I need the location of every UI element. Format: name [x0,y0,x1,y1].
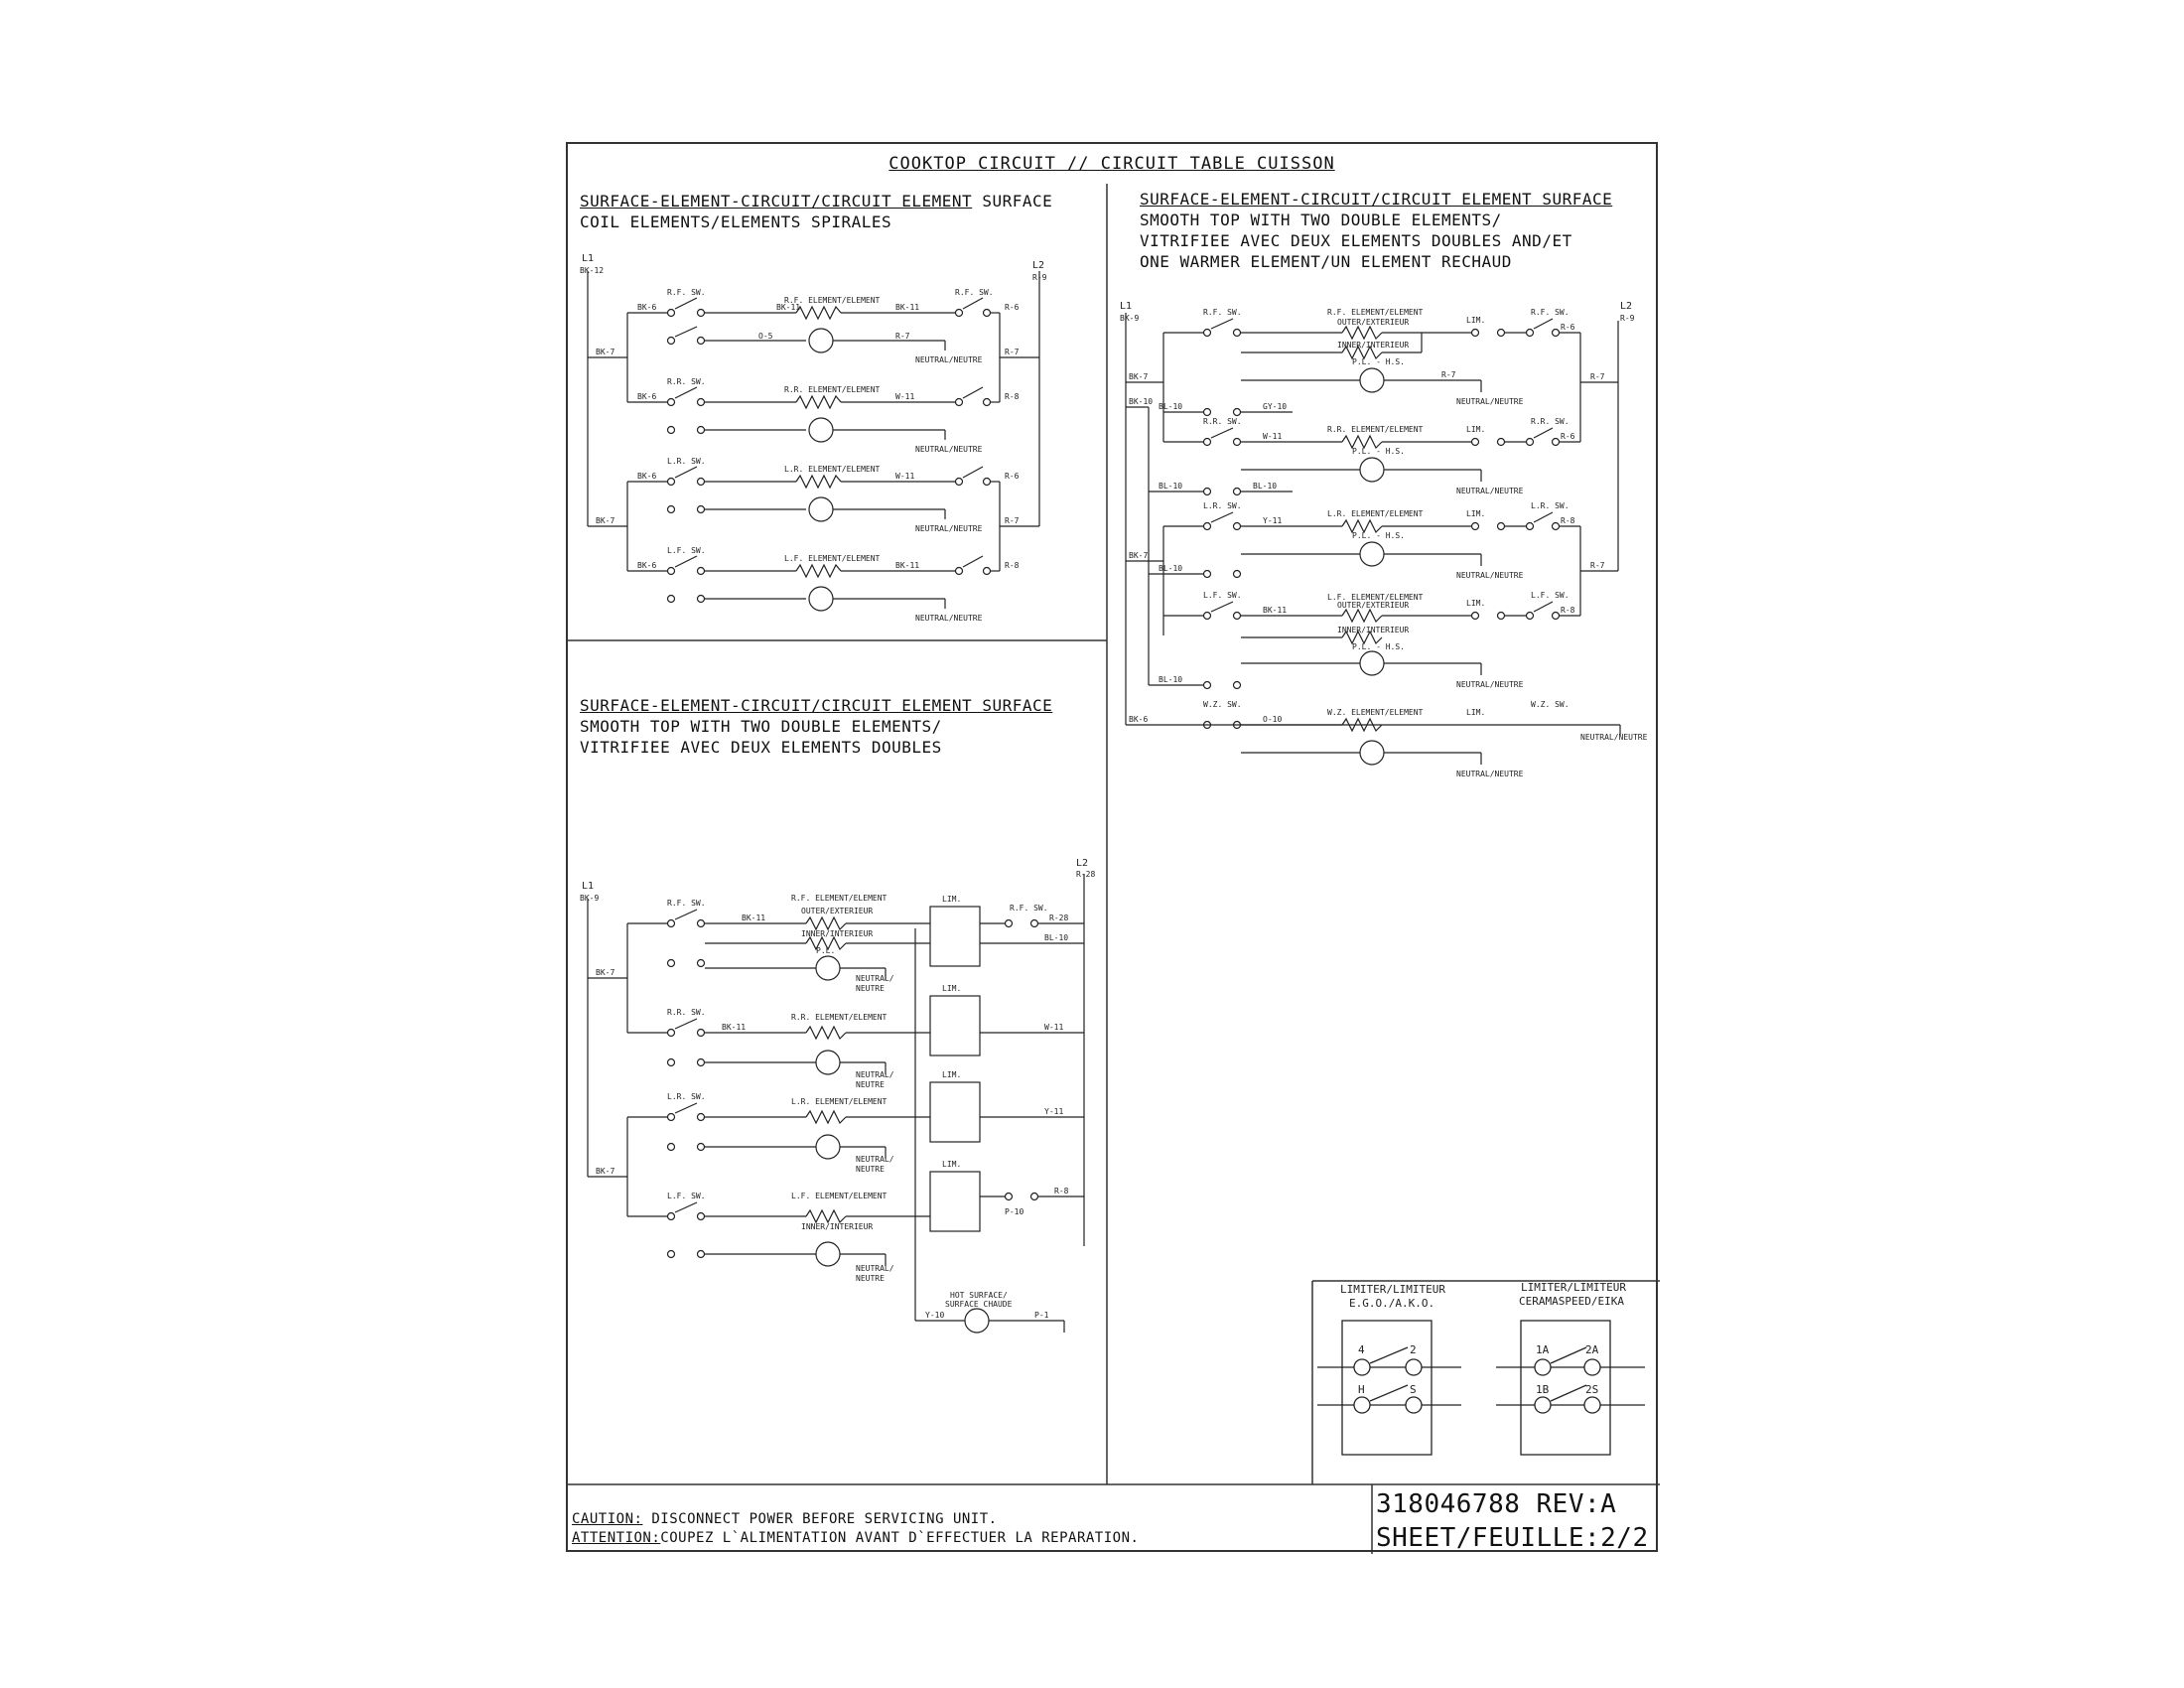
double-y10-label: Y-10 [925,1311,945,1320]
double-lf-sw-label: L.F. SW. [667,1192,706,1200]
warmer-neutral-label-4: NEUTRAL/NEUTRE [1456,680,1524,689]
coil-neutral-label-4: NEUTRAL/NEUTRE [915,614,983,623]
double-w11-label: W-11 [1044,1023,1064,1032]
warmer-lr-sw-label-2: L.R. SW. [1531,501,1570,510]
attention-text: COUPEZ L`ALIMENTATION AVANT D`EFFECTUER LA REPARATION. [660,1530,1140,1546]
double-rr-element-label: R.R. ELEMENT/ELEMENT [791,1013,887,1022]
coil-heading-line2: COIL ELEMENTS/ELEMENTS SPIRALES [580,212,892,231]
double-y11-label: Y-11 [1044,1107,1064,1116]
warmer-rf-sw-label: R.F. SW. [1203,308,1242,317]
double-pl-label-1: P.L. [816,946,836,955]
warmer-r7-label-1: R-7 [1590,372,1605,381]
warmer-wz-sw-label: W.Z. SW. [1203,700,1242,709]
warmer-rr-element-label: R.R. ELEMENT/ELEMENT [1327,425,1424,434]
coil-rr-element-label: R.R. ELEMENT/ELEMENT [784,385,881,394]
warmer-wz-sw-label-2: W.Z. SW. [1531,700,1570,709]
double-rf-sw-label-2: R.F. SW. [1010,904,1048,913]
coil-row-3 [627,467,1000,521]
warmer-neutral-label-2: NEUTRAL/NEUTRE [1456,487,1524,495]
coil-bk11-label-3: BK-11 [895,561,920,570]
double-rf-element-label: R.F. ELEMENT/ELEMENT [791,894,887,903]
warmer-plhs-label-4: P.L. - H.S. [1352,642,1405,651]
warmer-rf-element-label: R.F. ELEMENT/ELEMENT [1327,308,1424,317]
limiter-ego-detail [1317,1321,1461,1455]
ego-terminal-h: H [1358,1383,1365,1396]
caution-text: DISCONNECT POWER BEFORE SERVICING UNIT. [642,1511,998,1527]
warmer-gy10-label: GY-10 [1263,402,1288,411]
warmer-outer-label-1: OUTER/EXTERIEUR [1337,318,1410,327]
warmer-heading-line1: SURFACE-ELEMENT-CIRCUIT/CIRCUIT ELEMENT SURFACE [1140,190,1613,209]
ceramaspeed-terminal-1a: 1A [1536,1343,1550,1356]
double-bk7-label-1: BK-7 [596,968,615,977]
coil-bk7-label-2: BK-7 [596,516,615,525]
coil-r5-label-1: R-7 [895,332,910,341]
double-inner-label-2: INNER/INTERIEUR [801,1222,874,1231]
double-bk11-label-2: BK-11 [722,1023,747,1032]
coil-r6-label-1: R-6 [1005,303,1020,312]
warmer-neutral-label-6: NEUTRAL/NEUTRE [1456,770,1524,778]
double-heading-line2: SMOOTH TOP WITH TWO DOUBLE ELEMENTS/ [580,717,942,736]
document-number: 318046788 REV:A [1376,1489,1617,1519]
warmer-bl10-label-3: BL-10 [1253,482,1278,491]
double-lim-label-2: LIM. [942,984,962,993]
warmer-heading-line2: SMOOTH TOP WITH TWO DOUBLE ELEMENTS/ [1140,211,1502,229]
warmer-rr-sw-label: R.R. SW. [1203,417,1242,426]
warmer-lr-element-label: L.R. ELEMENT/ELEMENT [1327,509,1424,518]
ego-terminal-2: 2 [1410,1343,1417,1356]
double-outer-label-1: OUTER/EXTERIEUR [801,907,874,915]
coil-neutral-label-1: NEUTRAL/NEUTRE [915,355,983,364]
warmer-o10-label: O-10 [1263,715,1283,724]
double-l1-label: L1 [582,881,595,892]
warmer-bk10-label: BK-10 [1129,397,1154,406]
caution-label: CAUTION: [572,1511,643,1527]
coil-rr-sw-label: R.R. SW. [667,377,706,386]
double-bl10-label: BL-10 [1044,933,1069,942]
ceramaspeed-title-2: CERAMASPEED/EIKA [1519,1295,1624,1308]
coil-rf-sw-label: R.F. SW. [667,288,706,297]
warmer-wz-element-label: W.Z. ELEMENT/ELEMENT [1327,708,1424,717]
double-r28-label: R-28 [1076,870,1096,879]
coil-bk12-label: BK-12 [580,266,605,275]
warmer-bk7-label-1: BK-7 [1129,372,1149,381]
warmer-heading-line3: VITRIFIEE AVEC DEUX ELEMENTS DOUBLES AND/ET [1140,231,1572,250]
double-bk7-label-2: BK-7 [596,1167,615,1176]
warmer-r6-label-2: R-6 [1561,432,1575,441]
hot-surface-label-2: SURFACE CHAUDE [945,1300,1013,1309]
warmer-rr-sw-label-2: R.R. SW. [1531,417,1570,426]
coil-r8-label-1: R-8 [1005,392,1020,401]
double-lr-sw-label: L.R. SW. [667,1092,706,1101]
warmer-lim-label-5: LIM. [1466,708,1486,717]
warmer-r7-label-2: R-7 [1590,561,1605,570]
double-r8-label: R-8 [1054,1187,1069,1196]
ego-title-1: LIMITER/LIMITEUR [1340,1283,1445,1296]
double-neutral-label-3a: NEUTRAL/ [856,1155,894,1164]
warmer-bk7-label-2: BK-7 [1129,551,1149,560]
double-neutral-label-4a: NEUTRAL/ [856,1264,894,1273]
coil-r9-label: R-9 [1032,273,1047,282]
warmer-r6-label-1: R-6 [1561,323,1575,332]
page-title: COOKTOP CIRCUIT // CIRCUIT TABLE CUISSON [888,154,1335,174]
double-neutral-label-1a: NEUTRAL/ [856,974,894,983]
coil-row-1 [627,298,1000,352]
warmer-bl10-label-1: BL-10 [1159,402,1183,411]
ceramaspeed-terminal-1b: 1B [1536,1383,1550,1396]
warmer-l1-label: L1 [1120,301,1133,312]
coil-row-2 [627,387,1000,442]
double-neutral-label-1b: NEUTRE [856,984,885,993]
warmer-plhs-label-3: P.L. - H.S. [1352,531,1405,540]
coil-r7-label-2: R-7 [1005,516,1020,525]
coil-heading-line1-tail: SURFACE [972,192,1053,211]
warmer-lim-label-4: LIM. [1466,599,1486,608]
coil-lr-sw-label: L.R. SW. [667,457,706,466]
warmer-heading-line4: ONE WARMER ELEMENT/UN ELEMENT RECHAUD [1140,252,1512,271]
limiter-ceramaspeed-detail [1496,1321,1645,1455]
double-neutral-label-3b: NEUTRE [856,1165,885,1174]
warmer-bk9-label: BK-9 [1120,314,1140,323]
warmer-l2-label: L2 [1620,301,1633,312]
coil-l1-label: L1 [582,253,595,264]
warmer-bl10-label-4: BL-10 [1159,564,1183,573]
ego-terminal-4: 4 [1358,1343,1365,1356]
warmer-r8-label-1: R-8 [1561,516,1575,525]
warmer-lf-sw-label: L.F. SW. [1203,591,1242,600]
coil-rf-sw-label-2: R.F. SW. [955,288,994,297]
double-r28-label-2: R-28 [1049,914,1069,922]
coil-heading-line1: SURFACE-ELEMENT-CIRCUIT/CIRCUIT ELEMENT [580,192,973,211]
ceramaspeed-terminal-2a: 2A [1585,1343,1599,1356]
double-lim-label-4: LIM. [942,1160,962,1169]
double-lf-element-label: L.F. ELEMENT/ELEMENT [791,1192,887,1200]
double-bk11-label-1: BK-11 [742,914,766,922]
warmer-labels [1120,301,1648,778]
double-rr-sw-label: R.R. SW. [667,1008,706,1017]
coil-neutral-label-2: NEUTRAL/NEUTRE [915,445,983,454]
coil-bk6-label-4: BK-6 [637,561,657,570]
double-p10-label: P-10 [1005,1207,1024,1216]
attention-label: ATTENTION: [572,1530,661,1546]
double-bk9-label: BK-9 [580,894,600,903]
warmer-plhs-label-1: P.L. - H.S. [1352,357,1405,366]
warmer-neutral-label-3: NEUTRAL/NEUTRE [1456,571,1524,580]
coil-lf-sw-label: L.F. SW. [667,546,706,555]
warmer-circuit [1126,313,1620,735]
warmer-neutral-label-1: NEUTRAL/NEUTRE [1456,397,1524,406]
ceramaspeed-terminal-2s: 2S [1585,1383,1599,1396]
warmer-bk11-label: BK-11 [1263,606,1288,615]
warmer-bk6-label: BK-6 [1129,715,1149,724]
warmer-rf-sw-label-2: R.F. SW. [1531,308,1570,317]
coil-r6-label-2: R-6 [1005,472,1020,481]
warmer-lim-label-3: LIM. [1466,509,1486,518]
warmer-bl10-label-2: BL-10 [1159,482,1183,491]
warmer-plhs-label-2: P.L. - H.S. [1352,447,1405,456]
double-neutral-label-2a: NEUTRAL/ [856,1070,894,1079]
sheet-number: SHEET/FEUILLE:2/2 [1376,1523,1649,1553]
warmer-inner-label-1: INNER/INTERIEUR [1337,341,1410,350]
coil-row-4 [627,556,1000,611]
coil-bk6-label-3: BK-6 [637,472,657,481]
warmer-w11-label-1: W-11 [1263,432,1283,441]
warmer-outer-label-2: OUTER/EXTERIEUR [1337,601,1410,610]
coil-neutral-label-3: NEUTRAL/NEUTRE [915,524,983,533]
warmer-y11-label: Y-11 [1263,516,1283,525]
warmer-bl10-label-5: BL-10 [1159,675,1183,684]
coil-w11-label-1: W-11 [895,392,915,401]
warmer-lim-label-2: LIM. [1466,425,1486,434]
double-rf-sw-label: R.F. SW. [667,899,706,908]
warmer-lr-sw-label: L.R. SW. [1203,501,1242,510]
warmer-rows [1149,319,1580,765]
coil-o5-label-1: O-5 [758,332,773,341]
warmer-r8-label-2: R-8 [1561,606,1575,615]
double-heading-line3: VITRIFIEE AVEC DEUX ELEMENTS DOUBLES [580,738,942,757]
double-heading-line1: SURFACE-ELEMENT-CIRCUIT/CIRCUIT ELEMENT SURFACE [580,696,1053,715]
double-neutral-label-4b: NEUTRE [856,1274,885,1283]
warmer-lf-element-label: L.F. ELEMENT/ELEMENT [1327,593,1424,602]
coil-lf-element-label: L.F. ELEMENT/ELEMENT [784,554,881,563]
double-labels [580,858,1095,1320]
coil-r7-label-1: R-7 [1005,348,1020,356]
warmer-r5-label: R-7 [1441,370,1456,379]
limiter-labels [1340,1281,1626,1396]
double-lim-label-1: LIM. [942,895,962,904]
hot-surface-label: HOT SURFACE/ [950,1291,1008,1300]
coil-r8-label-2: R-8 [1005,561,1020,570]
double-inner-label-1: INNER/INTERIEUR [801,929,874,938]
ego-title-2: E.G.O./A.K.O. [1349,1297,1435,1310]
double-p1-label: P-1 [1034,1311,1049,1320]
coil-bk6-label-1: BK-6 [637,303,657,312]
double-neutral-label-2b: NEUTRE [856,1080,885,1089]
coil-bk6-label-2: BK-6 [637,392,657,401]
double-lr-element-label: L.R. ELEMENT/ELEMENT [791,1097,887,1106]
coil-bk11-label-1: BK-11 [776,303,801,312]
warmer-lim-label-1: LIM. [1466,316,1486,325]
coil-w11-label-2: W-11 [895,472,915,481]
warmer-inner-label-2: INNER/INTERIEUR [1337,626,1410,634]
ego-terminal-s: S [1410,1383,1417,1396]
double-lim-label-3: LIM. [942,1070,962,1079]
coil-bk11-label-2: BK-11 [895,303,920,312]
warmer-lf-sw-label-2: L.F. SW. [1531,591,1570,600]
ceramaspeed-title-1: LIMITER/LIMITEUR [1521,1281,1626,1294]
warmer-neutral-label-5: NEUTRAL/NEUTRE [1580,733,1648,742]
coil-bk7-label-1: BK-7 [596,348,615,356]
double-l2-label: L2 [1076,858,1089,869]
coil-l2-label: L2 [1032,260,1045,271]
wiring-diagram [568,144,1660,1554]
frame-lines [568,184,1660,1554]
warmer-r9-label: R-9 [1620,314,1635,323]
coil-rf-element-label: R.F. ELEMENT/ELEMENT [784,296,881,305]
coil-lr-element-label: L.R. ELEMENT/ELEMENT [784,465,881,474]
schematic-sheet [566,142,1658,1552]
